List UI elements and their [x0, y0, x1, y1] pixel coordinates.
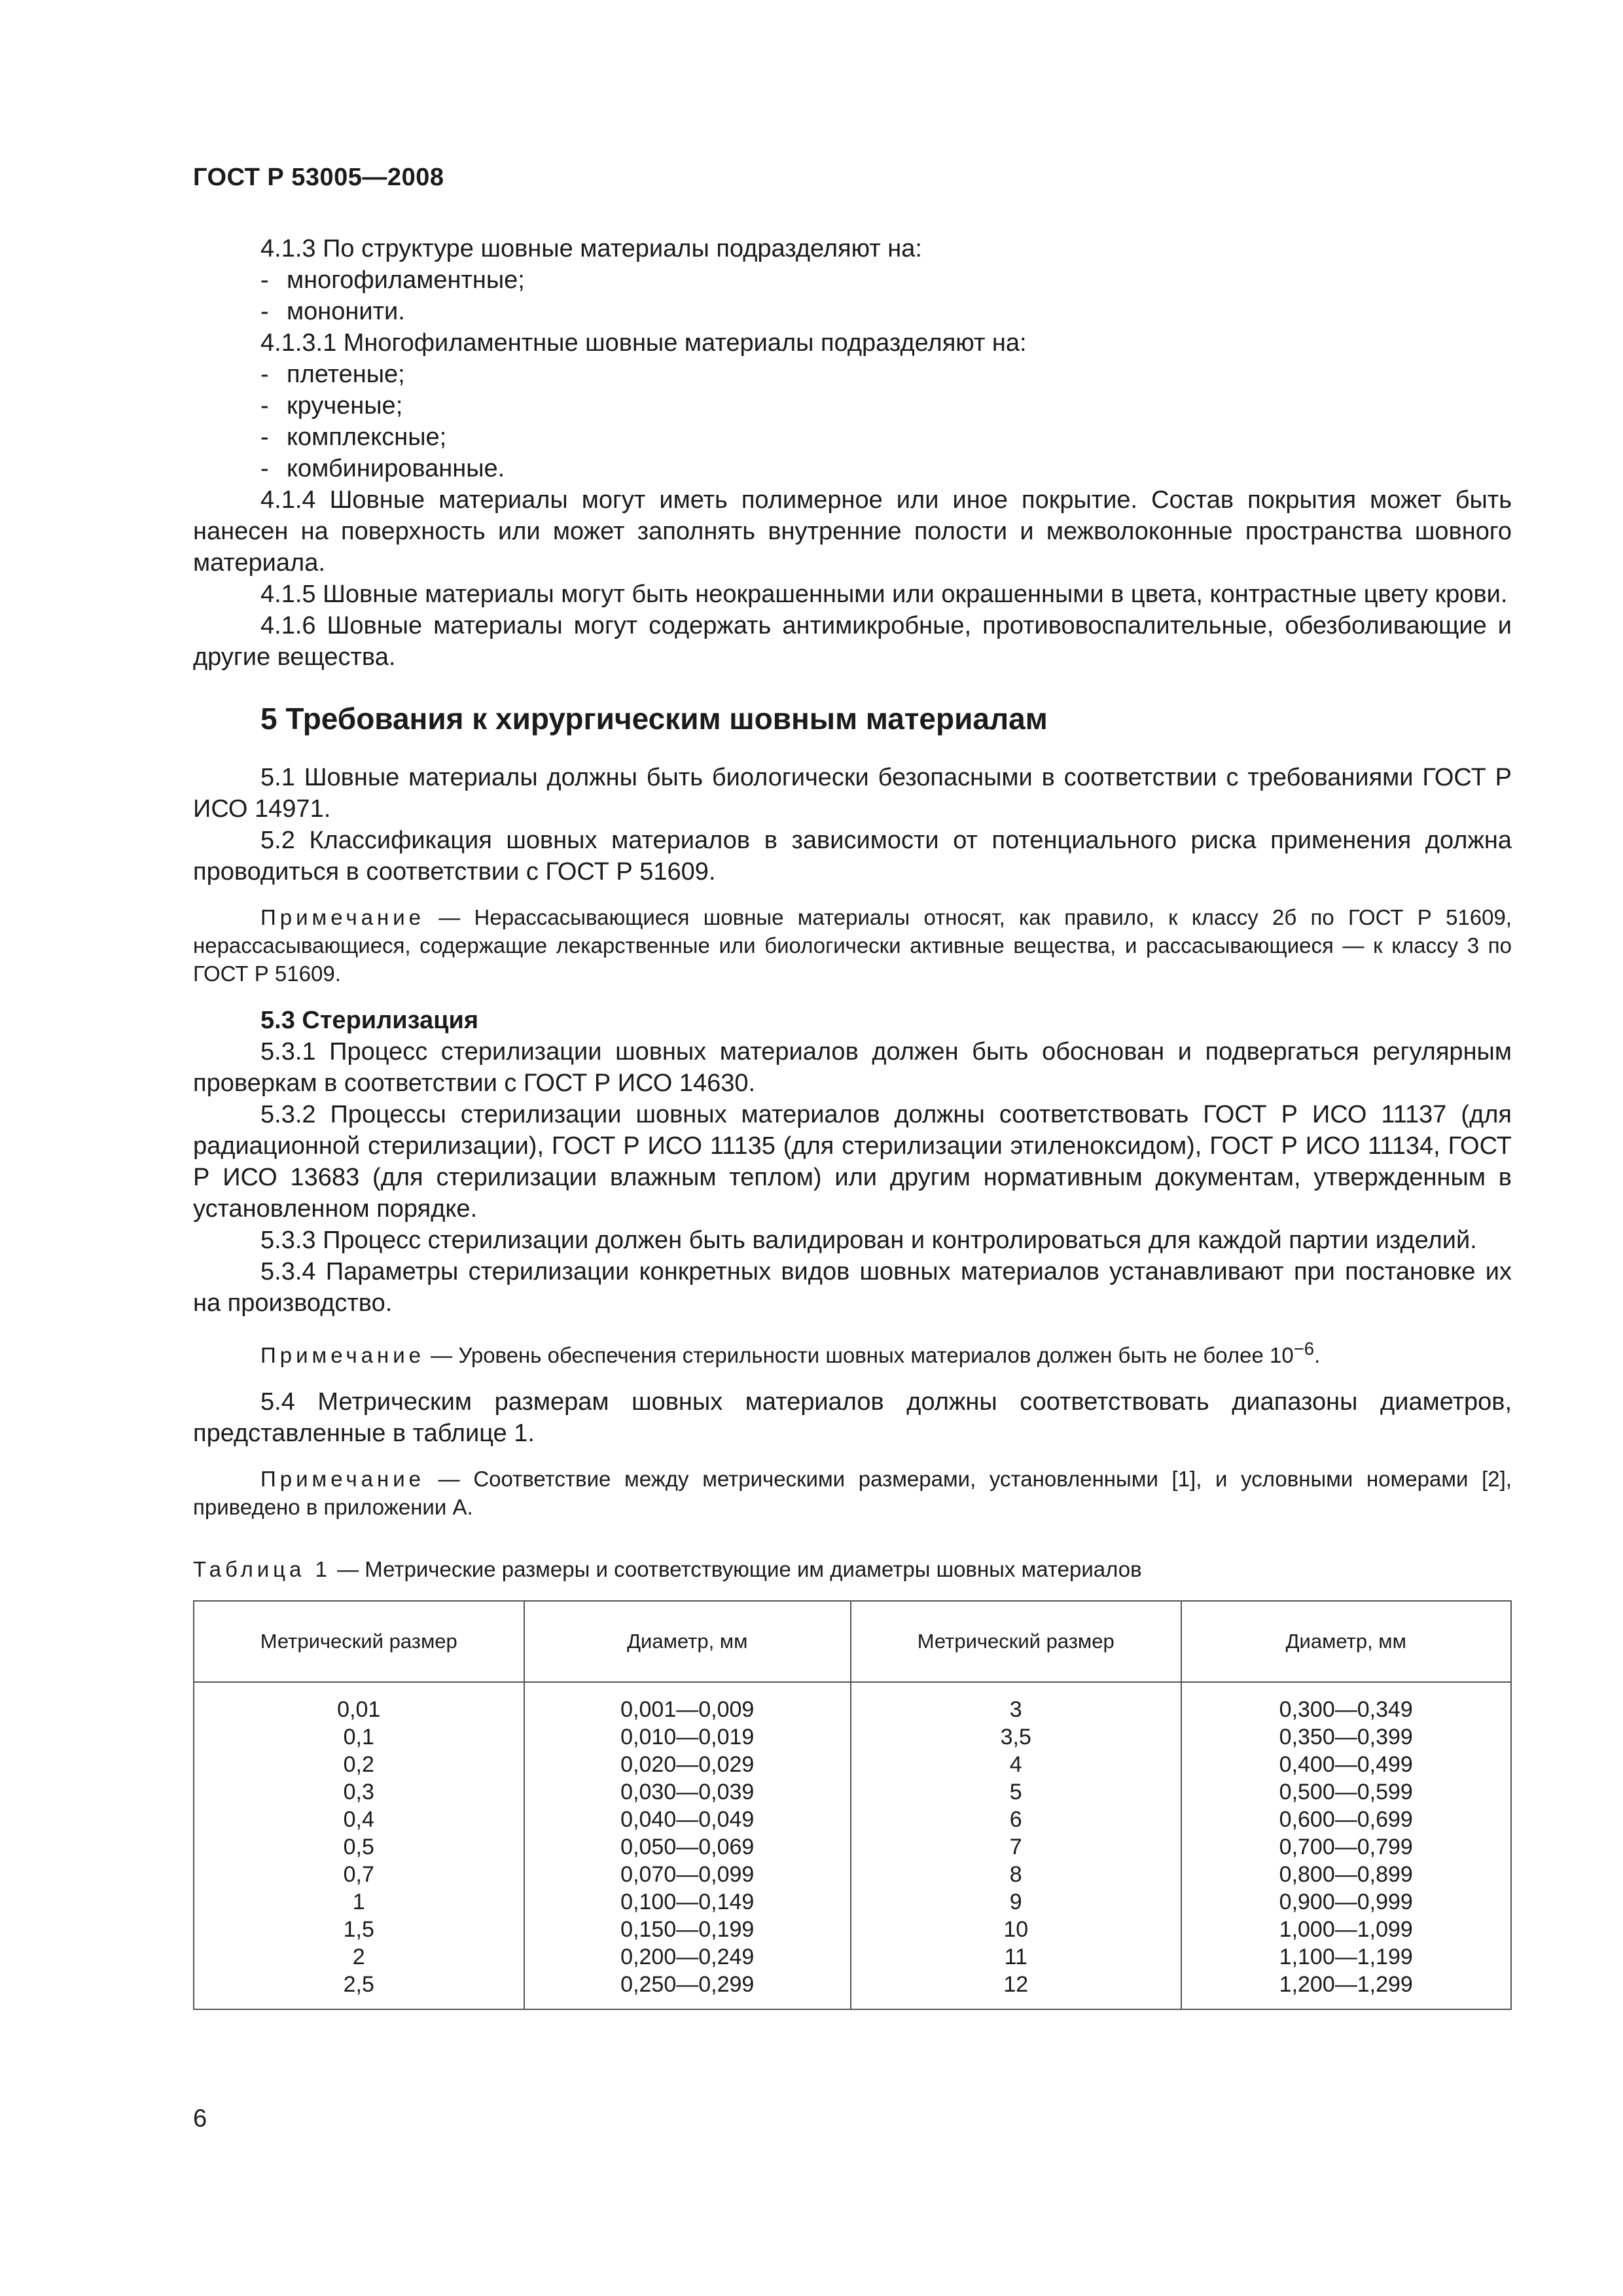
note-label: Примечание [260, 1343, 425, 1367]
table-cell: 0,300—0,349 [1279, 1697, 1413, 1722]
list-item [193, 390, 1512, 422]
table-column-metric-size-2 [851, 1682, 1181, 2009]
table-cell: 0,250—0,299 [620, 1972, 755, 1997]
note-1-text: Нерассасывающиеся шовные материалы относят, как правило, к классу 2б по ГОСТ Р 51609, нерассасывающиеся, содержащие лекарственные или биологически активные вещества, и рассасывающиеся — к классу 3 по ГОСТ Р 51609. [193, 905, 1512, 986]
clause-5-1: 5.1 Шовные материалы должны быть биологически безопасными в соответствии с требованиями ГОСТ Р ИСО 14971. [193, 764, 1512, 823]
clause-4-1-3: 4.1.3 По структуре шовные материалы подразделяют на: [260, 235, 922, 262]
table-cell: 3,5 [1000, 1725, 1031, 1749]
table-cell: 0,900—0,999 [1279, 1890, 1413, 1914]
table-cell: 11 [1004, 1945, 1027, 1969]
list-dash: - [260, 455, 269, 482]
clause-5-3-3: 5.3.3 Процесс стерилизации должен быть валидирован и контролироваться для каждой партии изделий. [260, 1227, 1477, 1254]
table-cell: 0,3 [343, 1780, 374, 1804]
table-cell: 4 [1009, 1752, 1022, 1777]
table-column-diameter-2 [1181, 1682, 1511, 2009]
note-3-text: Соответствие между метрическими размерами, установленными [1], и условными номерами [2], приведено в приложении А. [193, 1467, 1512, 1519]
table-header-row [194, 1601, 1511, 1682]
table-cell: 0,400—0,499 [1279, 1752, 1413, 1777]
table-cell: 0,150—0,199 [620, 1917, 755, 1942]
table-cell: 8 [1009, 1862, 1022, 1887]
table-cell: 0,020—0,029 [620, 1752, 755, 1777]
list-dash: - [260, 266, 269, 294]
table-cell: 10 [1003, 1917, 1029, 1942]
table-cell: 0,001—0,009 [620, 1697, 755, 1722]
page-number: 6 [193, 2105, 207, 2132]
table-cell: 12 [1003, 1972, 1029, 1997]
clause-5-3-1: 5.3.1 Процесс стерилизации шовных материалов должен быть обоснован и подвергаться регулярным проверкам в соответствии с ГОСТ Р ИСО 14630. [193, 1038, 1512, 1097]
list-item-text: крученые; [287, 392, 403, 420]
note-3 [193, 1465, 1512, 1521]
clause-4-1-3-1: 4.1.3.1 Многофиламентные шовные материалы подразделяют на: [260, 329, 1027, 357]
table-header-cell: Метрический размер [851, 1601, 1181, 1682]
table-header-cell: Диаметр, мм [1181, 1601, 1511, 1682]
list-item-text: плетеные; [287, 361, 405, 388]
table-1-label: Таблица 1 [193, 1557, 331, 1581]
list-item-text: мононити. [287, 298, 405, 325]
clause-5-4: 5.4 Метрическим размерам шовных материалов должны соответствовать диапазоны диаметров, представленные в таблице 1. [193, 1388, 1512, 1447]
table-column-metric-size-1 [194, 1682, 524, 2009]
table-cell: 1,000—1,099 [1279, 1917, 1413, 1942]
note-1 [193, 903, 1512, 988]
clause-5-3-2: 5.3.2 Процессы стерилизации шовных материалов должны соответствовать ГОСТ Р ИСО 11137 (для радиационной стерилизации), ГОСТ Р ИСО 11135 (для стерилизации этиленоксидом), ГОСТ Р ИСО 11134, ГОСТ Р ИСО 13683 (для стерилизации влажным теплом) или другим нормативным документам, утвержденным в установленном порядке. [193, 1101, 1512, 1223]
table-cell: 0,050—0,069 [620, 1835, 755, 1859]
table-cell: 1,100—1,199 [1279, 1945, 1413, 1969]
note-dash: — [425, 1467, 474, 1491]
list-item-text: многофиламентные; [287, 266, 525, 294]
list-dash: - [260, 361, 269, 388]
note-label: Примечание [260, 1467, 425, 1491]
table-cell: 7 [1009, 1835, 1022, 1859]
table-1-title: — Метрические размеры и соответствующие им диаметры шовных материалов [330, 1557, 1142, 1581]
table-1 [193, 1600, 1512, 2010]
document-header: ГОСТ Р 53005—2008 [193, 164, 444, 191]
table-cell: 0,7 [343, 1862, 374, 1887]
table-header-cell: Диаметр, мм [524, 1601, 851, 1682]
table-cell: 5 [1009, 1780, 1022, 1804]
list-item-text: комбинированные. [287, 455, 505, 482]
table-cell: 6 [1009, 1807, 1022, 1832]
table-cell: 0,800—0,899 [1279, 1862, 1413, 1887]
table-cell: 0,350—0,399 [1279, 1725, 1413, 1749]
section-5-heading: 5 Требования к хирургическим шовным материалам [260, 702, 1048, 736]
table-cell: 0,2 [343, 1752, 374, 1777]
list-dash: - [260, 392, 269, 420]
clause-5-3-4: 5.3.4 Параметры стерилизации конкретных видов шовных материалов устанавливают при постановке их на производство. [193, 1258, 1512, 1317]
list-4-1-3 [193, 264, 1512, 327]
table-1-caption [193, 1555, 1512, 1583]
table-cell: 1,5 [343, 1917, 374, 1942]
table-cell: 0,01 [337, 1697, 381, 1722]
table-cell: 1,200—1,299 [1279, 1972, 1413, 1997]
table-column-diameter-1 [524, 1682, 851, 2009]
table-header-cell: Метрический размер [194, 1601, 524, 1682]
list-item [193, 422, 1512, 453]
note-2-exponent: −6 [1293, 1338, 1315, 1359]
list-item [193, 359, 1512, 390]
table-cell: 0,040—0,049 [620, 1807, 755, 1832]
table-cell: 0,1 [343, 1725, 374, 1749]
table-cell: 0,4 [343, 1807, 374, 1832]
clause-4-1-6: 4.1.6 Шовные материалы могут содержать антимикробные, противовоспалительные, обезболивающие и другие вещества. [193, 612, 1512, 671]
table-cell: 0,600—0,699 [1279, 1807, 1413, 1832]
table-cell: 2 [352, 1945, 365, 1969]
list-dash: - [260, 423, 269, 451]
note-2 [193, 1335, 1512, 1369]
list-item-text: комплексные; [287, 423, 447, 451]
list-4-1-3-1 [193, 359, 1512, 484]
note-dash: — [425, 1343, 459, 1367]
table-cell: 0,010—0,019 [620, 1725, 755, 1749]
table-cell: 0,100—0,149 [620, 1890, 755, 1914]
table-cell: 3 [1009, 1697, 1022, 1722]
list-item [193, 264, 1512, 296]
note-dash: — [425, 905, 474, 929]
note-label: Примечание [260, 905, 425, 929]
table-cell: 0,5 [343, 1835, 374, 1859]
list-dash: - [260, 298, 269, 325]
table-cell: 0,700—0,799 [1279, 1835, 1413, 1859]
clause-4-1-5: 4.1.5 Шовные материалы могут быть неокрашенными или окрашенными в цвета, контрастные цвету крови. [260, 581, 1508, 608]
table-row [194, 1682, 1511, 2009]
note-2-text: Уровень обеспечения стерильности шовных материалов должен быть не более 10 [458, 1343, 1294, 1367]
section-5-3-heading: 5.3 Стерилизация [260, 1007, 479, 1034]
list-item [193, 453, 1512, 484]
note-2-end: . [1314, 1343, 1321, 1367]
table-cell: 2,5 [343, 1972, 374, 1997]
clause-5-2: 5.2 Классификация шовных материалов в зависимости от потенциального риска применения должна проводиться в соответствии с ГОСТ Р 51609. [193, 827, 1512, 886]
table-cell: 0,500—0,599 [1279, 1780, 1413, 1804]
table-cell: 1 [352, 1890, 365, 1914]
table-cell: 0,070—0,099 [620, 1862, 755, 1887]
page-content [193, 233, 1512, 2010]
table-cell: 9 [1009, 1890, 1022, 1914]
table-cell: 0,030—0,039 [620, 1780, 755, 1804]
table-cell: 0,200—0,249 [620, 1945, 755, 1969]
list-item [193, 296, 1512, 327]
clause-4-1-4: 4.1.4 Шовные материалы могут иметь полимерное или иное покрытие. Состав покрытия может быть нанесен на поверхность или может заполнять внутренние полости и межволоконные пространства шовного материала. [193, 486, 1512, 577]
